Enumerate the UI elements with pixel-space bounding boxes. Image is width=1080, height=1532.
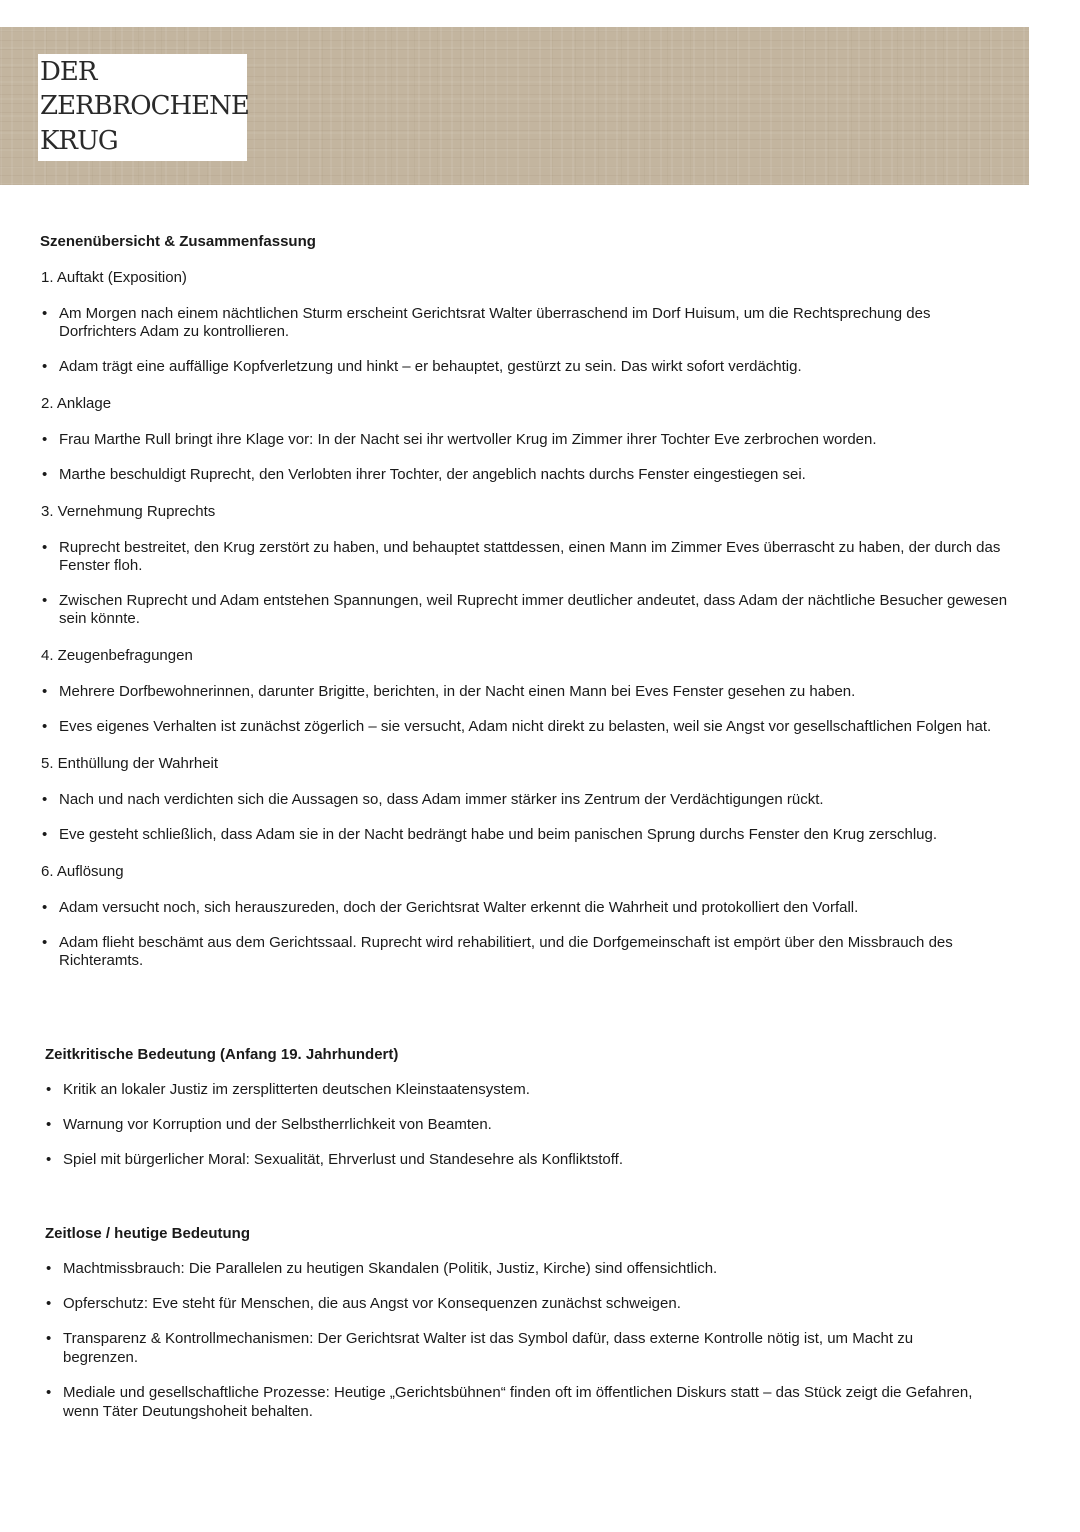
bullet-dot: • <box>42 718 48 735</box>
title-box <box>38 54 247 161</box>
bullet-dot: • <box>46 1116 52 1133</box>
bullet-text: Eves eigenes Verhalten ist zunächst zögerlich – sie versucht, Adam nicht direkt zu belasten, weil sie Angst vor gesellschaftlichen Folgen hat. <box>59 718 992 735</box>
bullet-dot: • <box>42 592 48 609</box>
bullet-dot: • <box>46 1081 52 1098</box>
section-title: 1. Auftakt (Exposition) <box>41 269 187 286</box>
bullet-dot: • <box>42 539 48 556</box>
bullet-dot: • <box>42 934 48 951</box>
title-line-2: ZERBROCHENE <box>40 91 249 121</box>
timeless-heading: Zeitlose / heutige Bedeutung <box>45 1225 251 1242</box>
bullet-dot: • <box>42 431 48 448</box>
bullet-dot: • <box>42 358 48 375</box>
bullet-dot: • <box>46 1151 52 1168</box>
bullet-dot: • <box>46 1295 52 1312</box>
title-line-3: KRUG <box>40 126 118 156</box>
bullet-dot: • <box>42 899 48 916</box>
section-title: 5. Enthüllung der Wahrheit <box>41 755 219 772</box>
summary-heading: Szenenübersicht & Zusammenfassung <box>40 233 316 250</box>
bullet-text: Fenster floh. <box>59 557 143 574</box>
bullet-dot: • <box>42 791 48 808</box>
bullet-dot: • <box>42 826 48 843</box>
bullet-text: Mehrere Dorfbewohnerinnen, darunter Brigitte, berichten, in der Nacht einen Mann bei Eves Fenster gesehen zu haben. <box>59 683 856 700</box>
bullet-text: wenn Täter Deutungshoheit behalten. <box>63 1403 313 1420</box>
bullet-text: Adam flieht beschämt aus dem Gerichtssaal. Ruprecht wird rehabilitiert, und die Dorfgemeinschaft ist empört über den Missbrauch des <box>59 934 953 951</box>
section-title: 3. Vernehmung Ruprechts <box>41 503 216 520</box>
section-title: 4. Zeugenbefragungen <box>41 647 193 664</box>
bullet-dot: • <box>42 683 48 700</box>
bullet-text: Spiel mit bürgerlicher Moral: Sexualität, Ehrverlust und Standesehre als Konfliktstoff. <box>63 1151 623 1168</box>
bullet-dot: • <box>42 466 48 483</box>
bullet-text: Dorfrichters Adam zu kontrollieren. <box>59 323 290 340</box>
bullet-text: sein könnte. <box>59 610 140 627</box>
bullet-dot: • <box>46 1260 52 1277</box>
bullet-text: Machtmissbrauch: Die Parallelen zu heutigen Skandalen (Politik, Justiz, Kirche) sind offensichtlich. <box>63 1260 718 1277</box>
bullet-text: Kritik an lokaler Justiz im zersplitterten deutschen Kleinstaatensystem. <box>63 1081 530 1098</box>
bullet-text: Mediale und gesellschaftliche Prozesse: Heutige „Gerichtsbühnen“ finden oft im öffentlichen Diskurs statt – das Stück zeigt die Gefahren, <box>63 1384 973 1401</box>
bullet-text: Nach und nach verdichten sich die Aussagen so, dass Adam immer stärker ins Zentrum der Verdächtigungen rückt. <box>59 791 824 808</box>
bullet-text: Richteramts. <box>59 952 144 969</box>
bullet-text: Eve gesteht schließlich, dass Adam sie in der Nacht bedrängt habe und beim panischen Sprung durchs Fenster den Krug zerschlug. <box>59 826 938 843</box>
bullet-text: Adam trägt eine auffällige Kopfverletzung und hinkt – er behauptet, gestürzt zu sein. Das wirkt sofort verdächtig. <box>59 358 802 375</box>
bullet-text: Marthe beschuldigt Ruprecht, den Verlobten ihrer Tochter, der angeblich nachts durchs Fenster eingestiegen sei. <box>59 466 806 483</box>
title-line-1: DER <box>40 57 97 87</box>
bullet-text: Adam versucht noch, sich herauszureden, doch der Gerichtsrat Walter erkennt die Wahrheit und protokolliert den Vorfall. <box>59 899 859 916</box>
bullet-text: Transparenz & Kontrollmechanismen: Der Gerichtsrat Walter ist das Symbol dafür, dass externe Kontrolle nötig ist, um Macht zu <box>63 1330 914 1347</box>
bullet-text: Frau Marthe Rull bringt ihre Klage vor: In der Nacht sei ihr wertvoller Krug im Zimmer ihrer Tochter Eve zerbrochen worden. <box>59 431 877 448</box>
bullet-dot: • <box>42 305 48 322</box>
critical-heading: Zeitkritische Bedeutung (Anfang 19. Jahrhundert) <box>45 1046 399 1063</box>
section-title: 2. Anklage <box>41 395 112 412</box>
bullet-dot: • <box>46 1330 52 1347</box>
bullet-text: Ruprecht bestreitet, den Krug zerstört zu haben, und behauptet stattdessen, einen Mann im Zimmer Eves überrascht zu haben, der durch das <box>59 539 1001 556</box>
section-title: 6. Auflösung <box>41 863 124 880</box>
bullet-text: begrenzen. <box>63 1349 139 1366</box>
bullet-text: Opferschutz: Eve steht für Menschen, die aus Angst vor Konsequenzen zunächst schweigen. <box>63 1295 681 1312</box>
bullet-text: Am Morgen nach einem nächtlichen Sturm erscheint Gerichtsrat Walter überraschend im Dorf Huisum, um die Rechtsprechung des <box>59 305 931 322</box>
bullet-dot: • <box>46 1384 52 1401</box>
bullet-text: Zwischen Ruprecht und Adam entstehen Spannungen, weil Ruprecht immer deutlicher andeutet, dass Adam der nächtliche Besucher gewesen <box>59 592 1008 609</box>
bullet-text: Warnung vor Korruption und der Selbstherrlichkeit von Beamten. <box>63 1116 492 1133</box>
